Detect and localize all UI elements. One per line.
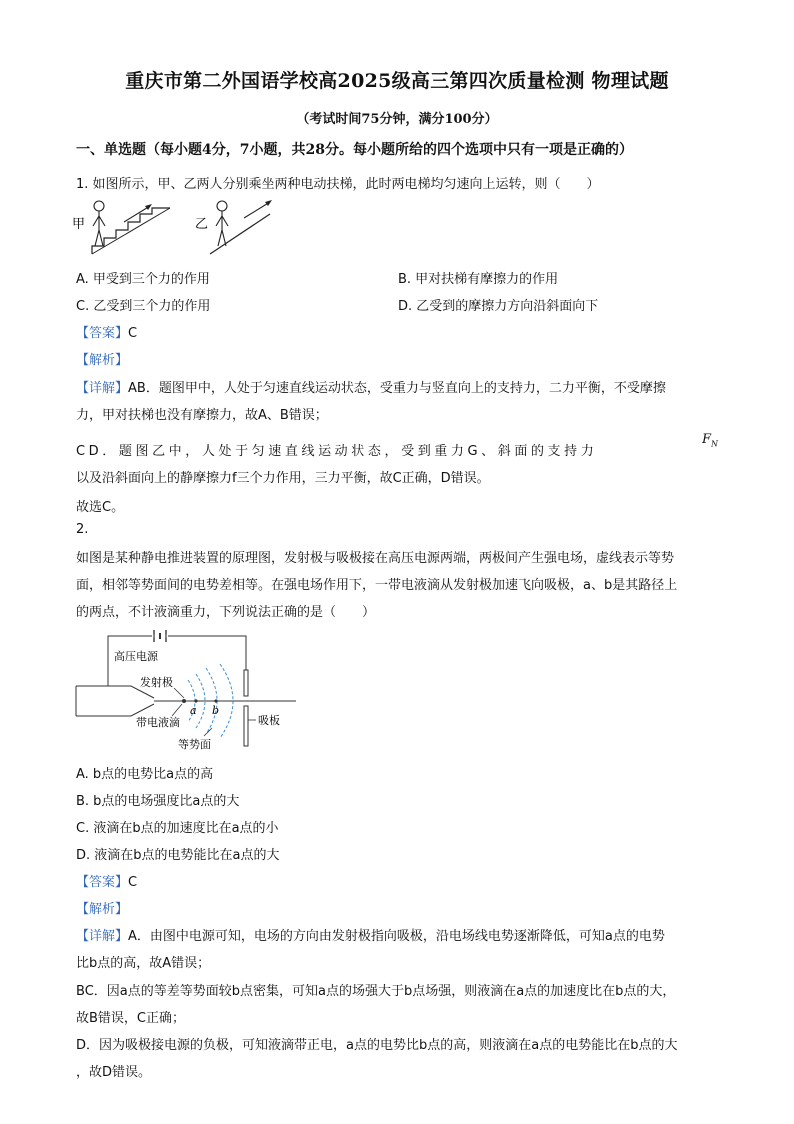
q1-detail-line-3: CD．题图乙中，人处于匀速直线运动状态，受到重力G、斜面的支持力	[76, 444, 598, 459]
q2-detail-d-line-1: D．因为吸极接电源的负极，可知液滴带正电，a点的电势比b点的高，则液滴在a点的电势能比在b点的大	[76, 1038, 678, 1053]
label-emitter: 发射极	[140, 676, 173, 689]
q1-escalator-figure	[70, 196, 290, 258]
q2-analysis-heading: 【解析】	[76, 902, 129, 917]
q2-detail-d-line-2: ，故D错误。	[76, 1065, 152, 1080]
q2-detail-bc-line-1: BC．因a点的等差等势面较b点密集，可知a点的场强大于b点场强，则液滴在a点的加速度比在b点的大，	[76, 984, 676, 999]
q1-detail-line-1: 【详解】AB．题图甲中，人处于匀速直线运动状态，受重力与竖直向上的支持力，二力平衡，不受摩擦	[76, 381, 666, 396]
label-droplet: 带电液滴	[136, 716, 180, 729]
section-heading: 一、单选题（每小题4分，7小题，共28分。每小题所给的四个选项中只有一项是正确的）	[76, 142, 633, 158]
figure-label-jia: 甲	[72, 217, 86, 232]
exam-info: （考试时间75分钟，满分100分）	[296, 112, 498, 127]
q2-answer: 【答案】C	[76, 875, 138, 890]
q2-option-d: D. 液滴在b点的电势能比在a点的大	[76, 848, 280, 863]
label-collector: 吸板	[258, 714, 280, 727]
q1-answer: 【答案】C	[76, 326, 138, 341]
page-title: 重庆市第二外国语学校高2025级高三第四次质量检测 物理试题	[125, 70, 669, 92]
figure-label-yi: 乙	[195, 217, 209, 232]
q1-detail-line-4: 以及沿斜面向上的静摩擦力f三个力作用，三力平衡，故C正确，D错误。	[76, 471, 490, 486]
label-equipotential: 等势面	[178, 738, 211, 751]
q2-stem-line-1: 如图是某种静电推进装置的原理图，发射极与吸极接在高压电源两端，两极间产生强电场，虚线表示等势	[76, 551, 675, 566]
q2-number: 2.	[76, 522, 89, 537]
q2-detail-bc-line-2: 故B错误，C正确；	[76, 1011, 185, 1026]
q2-option-a: A. b点的电势比a点的高	[76, 767, 214, 782]
q2-electrostatic-thruster-figure	[76, 628, 296, 753]
q2-detail-a-line-2: 比b点的高，故A错误；	[76, 956, 211, 971]
q1-option-c: C. 乙受到三个力的作用	[76, 299, 211, 314]
normal-force-symbol: $F_N$	[702, 432, 719, 449]
q1-option-b: B. 甲对扶梯有摩擦力的作用	[398, 272, 559, 287]
point-a-label: a	[190, 704, 197, 717]
q1-option-d: D. 乙受到的摩擦力方向沿斜面向下	[398, 299, 599, 314]
label-high-voltage: 高压电源	[114, 650, 158, 663]
q2-detail-a-line-1: 【详解】A．由图中电源可知，电场的方向由发射极指向吸极，沿电场线电势逐渐降低，可知a点的电势	[76, 929, 665, 944]
q1-conclusion: 故选C。	[76, 500, 125, 515]
point-b-label: b	[212, 704, 220, 717]
q2-option-c: C. 液滴在b点的加速度比在a点的小	[76, 821, 279, 836]
q2-stem-line-3: 的两点，不计液滴重力，下列说法正确的是（ ）	[76, 605, 376, 620]
q2-option-b: B. b点的电场强度比a点的大	[76, 794, 240, 809]
q1-analysis-heading: 【解析】	[76, 353, 129, 368]
q1-detail-line-2: 力，甲对扶梯也没有摩擦力，故A、B错误；	[76, 408, 328, 423]
q1-stem: 1. 如图所示，甲、乙两人分别乘坐两种电动扶梯，此时两电梯均匀速向上运转，则（ ）	[76, 177, 600, 192]
q1-option-a: A. 甲受到三个力的作用	[76, 272, 210, 287]
q2-stem-line-2: 面，相邻等势面间的电势差相等。在强电场作用下，一带电液滴从发射极加速飞向吸极，a、b是其路径上	[76, 578, 678, 593]
